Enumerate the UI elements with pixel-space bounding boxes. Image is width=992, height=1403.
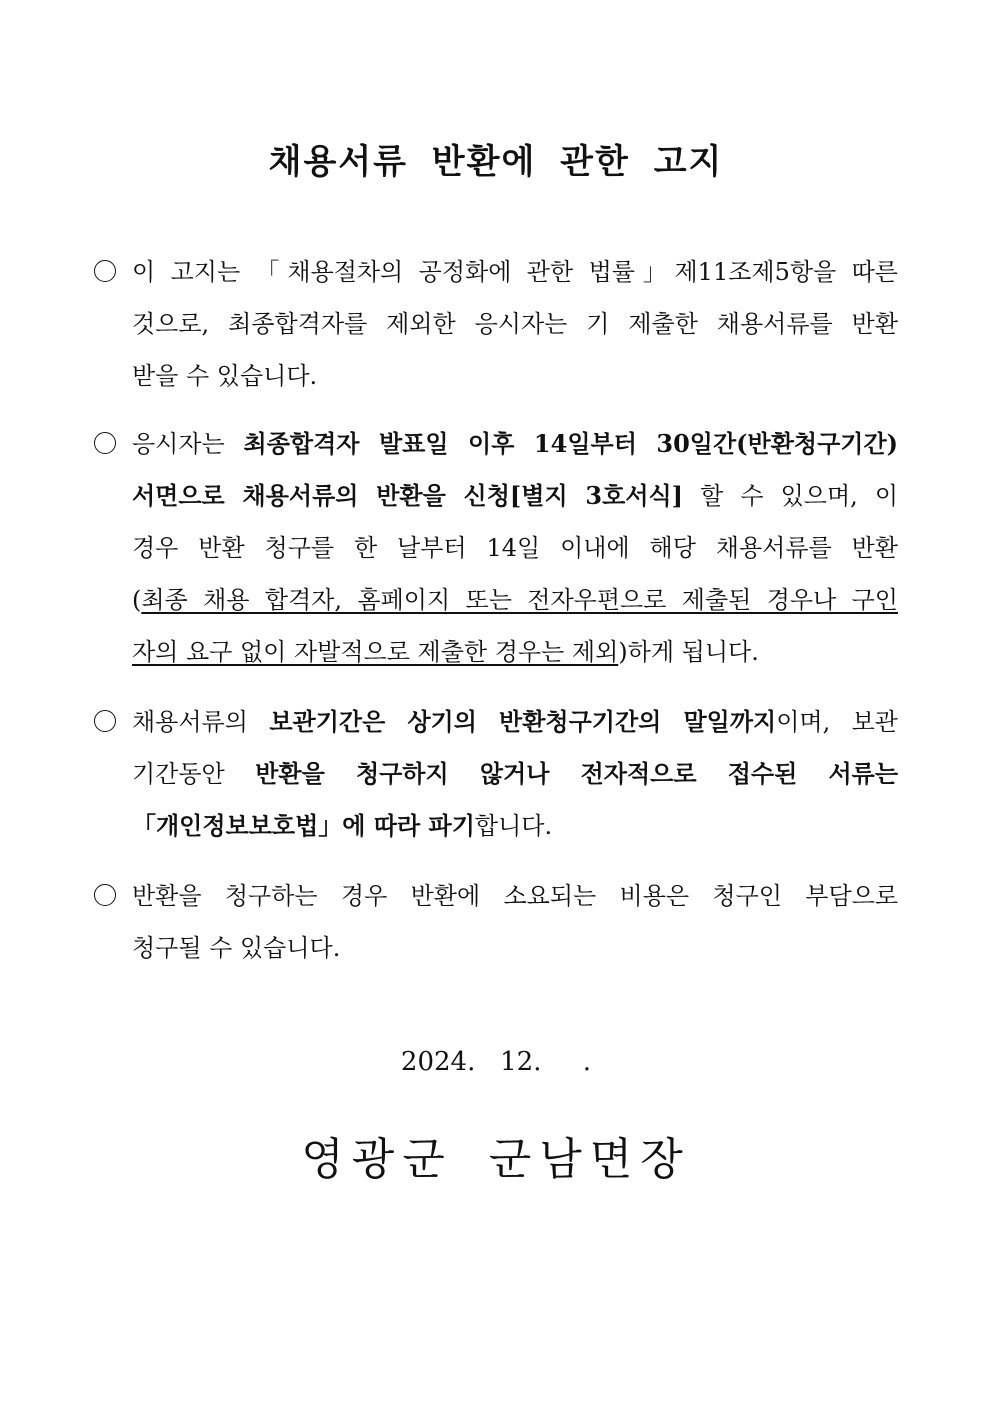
- paragraph-line: [132, 632, 898, 672]
- line-text: )하게 됩니다.: [618, 638, 759, 666]
- signer-name: 영광군 군남면장: [301, 1134, 691, 1185]
- circle-bullet-icon: [94, 260, 116, 282]
- paragraph-line: [132, 754, 898, 794]
- line-text: 채용서류의: [132, 708, 270, 736]
- bold-text: 보관기간은 상기의 반환청구기간의 말일까지: [269, 707, 777, 736]
- paragraph-line: 이 고지는 「채용절차의 공정화에 관한 법률」제11조제5항을 따른: [132, 258, 898, 286]
- underlined-text: 최종 채용 합격자, 홈페이지 또는 전자우편으로 제출된 경우나 구인: [141, 586, 898, 614]
- paragraph-line: 받을 수 있습니다.: [132, 362, 318, 390]
- notice-date: 2024. 12. .: [400, 1047, 592, 1077]
- paragraph-line: 것으로, 최종합격자를 제외한 응시자는 기 제출한 채용서류를 반환: [132, 310, 898, 338]
- line-text: 응시자는: [132, 430, 244, 458]
- page-title: 채용서류 반환에 관한 고지: [268, 142, 724, 182]
- paragraph-line: 반환을 청구하는 경우 반환에 소요되는 비용은 청구인 부담으로: [132, 882, 898, 910]
- line-text: (: [132, 586, 142, 614]
- paragraph-line: [132, 806, 898, 846]
- circle-bullet-icon: [94, 884, 116, 906]
- paragraph-line: [132, 424, 898, 464]
- bold-text: 서면으로 채용서류의 반환을 신청[별지 3호서식]: [132, 481, 684, 510]
- circle-bullet-icon: [94, 710, 116, 732]
- paragraph-line: [132, 580, 898, 620]
- paragraph-line: [132, 476, 898, 516]
- paragraph-line: 청구될 수 있습니다.: [132, 934, 341, 962]
- line-text: 기간동안: [132, 760, 256, 788]
- underlined-text: 자의 요구 없이 자발적으로 제출한 경우는 제외: [132, 638, 619, 666]
- bold-text: 「개인정보보호법」에 따라 파기: [132, 811, 475, 840]
- bold-text: 최종합격자 발표일 이후 14일부터 30일간(반환청구기간): [243, 429, 898, 458]
- circle-bullet-icon: [94, 432, 116, 454]
- line-text: 할 수 있으며, 이: [683, 482, 898, 510]
- line-text: 이며, 보관: [776, 708, 898, 736]
- line-text: 합니다.: [474, 812, 553, 840]
- bold-text: 반환을 청구하지 않거나 전자적으로 접수된 서류는: [255, 759, 898, 788]
- paragraph-line: 경우 반환 청구를 한 날부터 14일 이내에 해당 채용서류를 반환: [132, 534, 898, 562]
- paragraph-line: [132, 702, 898, 742]
